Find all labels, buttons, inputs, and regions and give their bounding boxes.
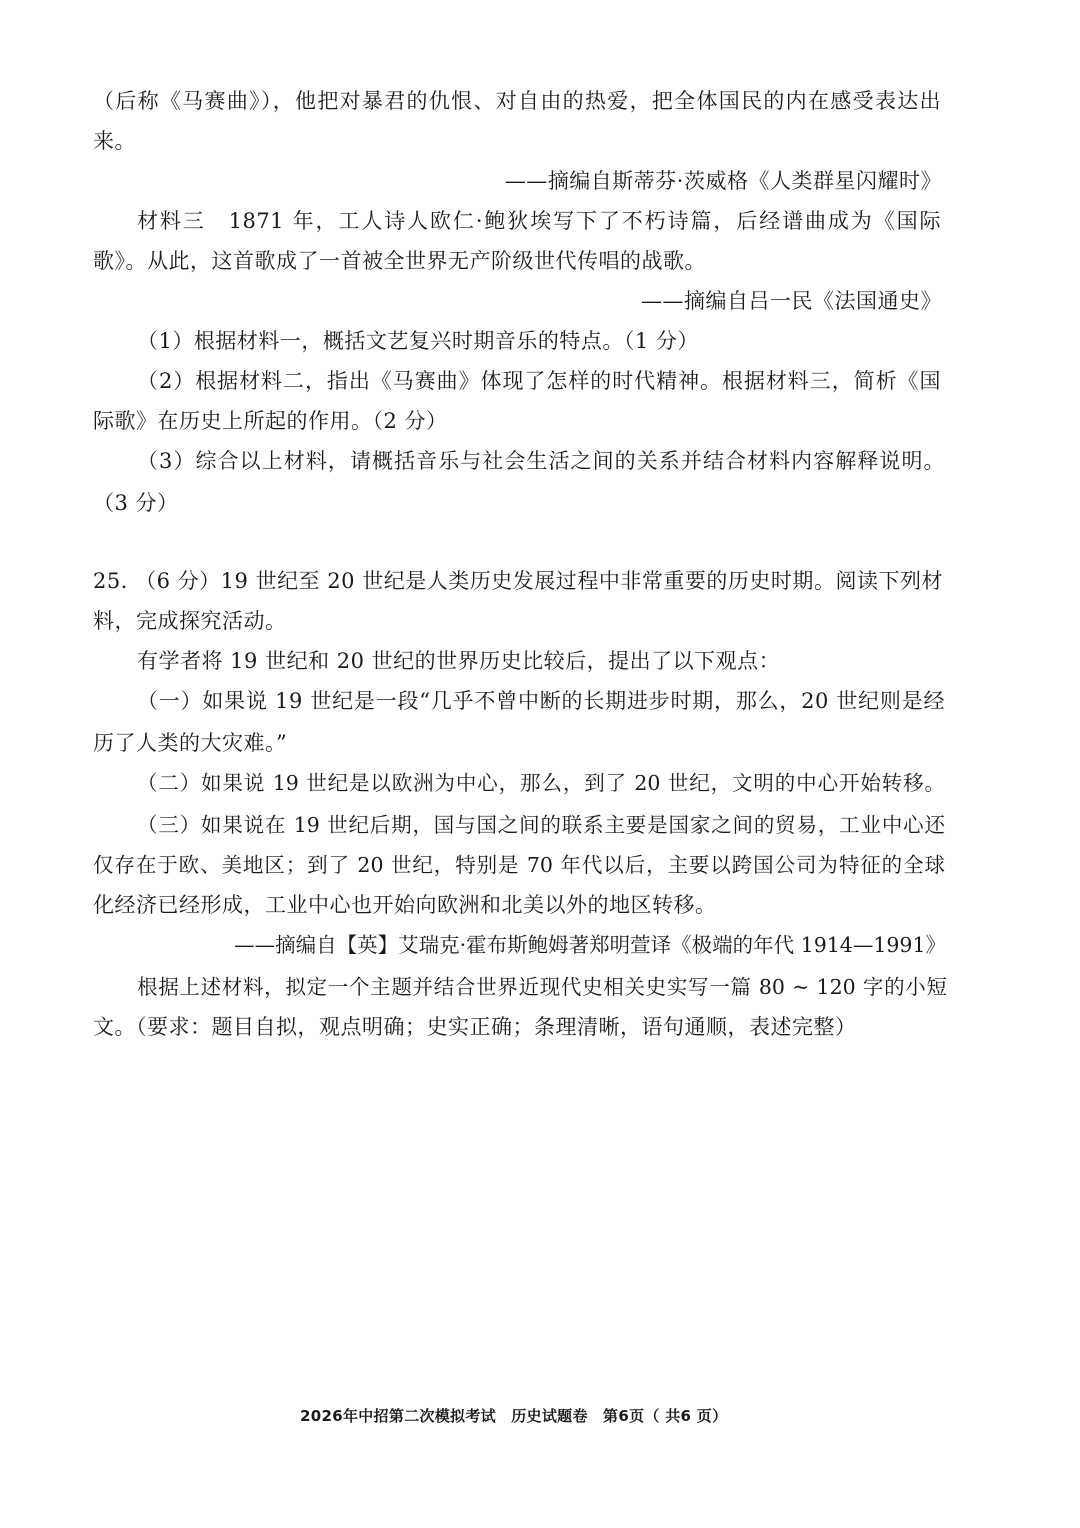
- task-line1: 根据上述材料，拟定一个主题并结合世界近现代史相关史实写一篇 80 ~ 120 字的小短: [137, 975, 947, 999]
- material2-source: ——摘编自斯蒂芬·茨威格《人类群星闪耀时》: [504, 169, 942, 193]
- material2-continuation-line1: （后称《马赛曲》），他把对暴君的仇恨、对自由的热爱，把全体国民的内在感受表达出: [93, 89, 941, 113]
- material3-source: ——摘编自吕一民《法国通史》: [641, 289, 942, 313]
- material3-line1: 材料三 1871 年，工人诗人欧仁·鲍狄埃写下了不朽诗篇，后经谱曲成为《国际: [137, 209, 941, 233]
- material3-line2: 歌》。从此，这首歌成了一首被全世界无产阶级世代传唱的战歌。: [93, 249, 706, 273]
- point-3-line3: 化经济已经形成，工业中心也开始向欧洲和北美以外的地区转移。: [93, 893, 717, 917]
- question-25-line1: 25. （6 分）19 世纪至 20 世纪是人类历史发展过程中非常重要的历史时期。阅读下列材: [93, 569, 943, 593]
- point-1-line1: （一）如果说 19 世纪是一段“几乎不曾中断的长期进步时期，那么，20 世纪则是经: [137, 689, 945, 713]
- point-2: （二）如果说 19 世纪是以欧洲为中心，那么，到了 20 世纪，文明的中心开始转移。: [137, 771, 945, 795]
- question-2-line2: 际歌》在历史上所起的作用。（2 分）: [93, 409, 448, 433]
- question-3-line1: （3）综合以上材料，请概括音乐与社会生活之间的关系并结合材料内容解释说明。: [137, 449, 945, 473]
- question-25-intro: 有学者将 19 世纪和 20 世纪的世界历史比较后，提出了以下观点：: [137, 649, 781, 673]
- question-2-line1: （2）根据材料二，指出《马赛曲》体现了怎样的时代精神。根据材料三，简析《国: [137, 369, 941, 393]
- question-25-source: ——摘编自【英】艾瑞克·霍布斯鲍姆著郑明萱译《极端的年代 1914—1991》: [234, 933, 946, 957]
- page-footer: 2026年中招第二次模拟考试 历史试题卷 第6页（ 共6 页）: [300, 1407, 728, 1425]
- point-3-line2: 仅存在于欧、美地区；到了 20 世纪，特别是 70 年代以后，主要以跨国公司为特征的全球: [93, 853, 945, 877]
- question-25-line2: 料，完成探究活动。: [93, 609, 287, 633]
- point-3-line1: （三）如果说在 19 世纪后期，国与国之间的联系主要是国家之间的贸易，工业中心还: [137, 813, 945, 837]
- task-line2: 文。（要求：题目自拟，观点明确；史实正确；条理清晰，语句通顺，表述完整）: [93, 1015, 857, 1039]
- question-3-line2: （3 分）: [93, 491, 179, 515]
- question-1: （1）根据材料一，概括文艺复兴时期音乐的特点。（1 分）: [137, 329, 699, 353]
- point-1-line2: 历了人类的大灾难。”: [93, 731, 288, 755]
- material2-continuation-line2: 来。: [93, 129, 136, 153]
